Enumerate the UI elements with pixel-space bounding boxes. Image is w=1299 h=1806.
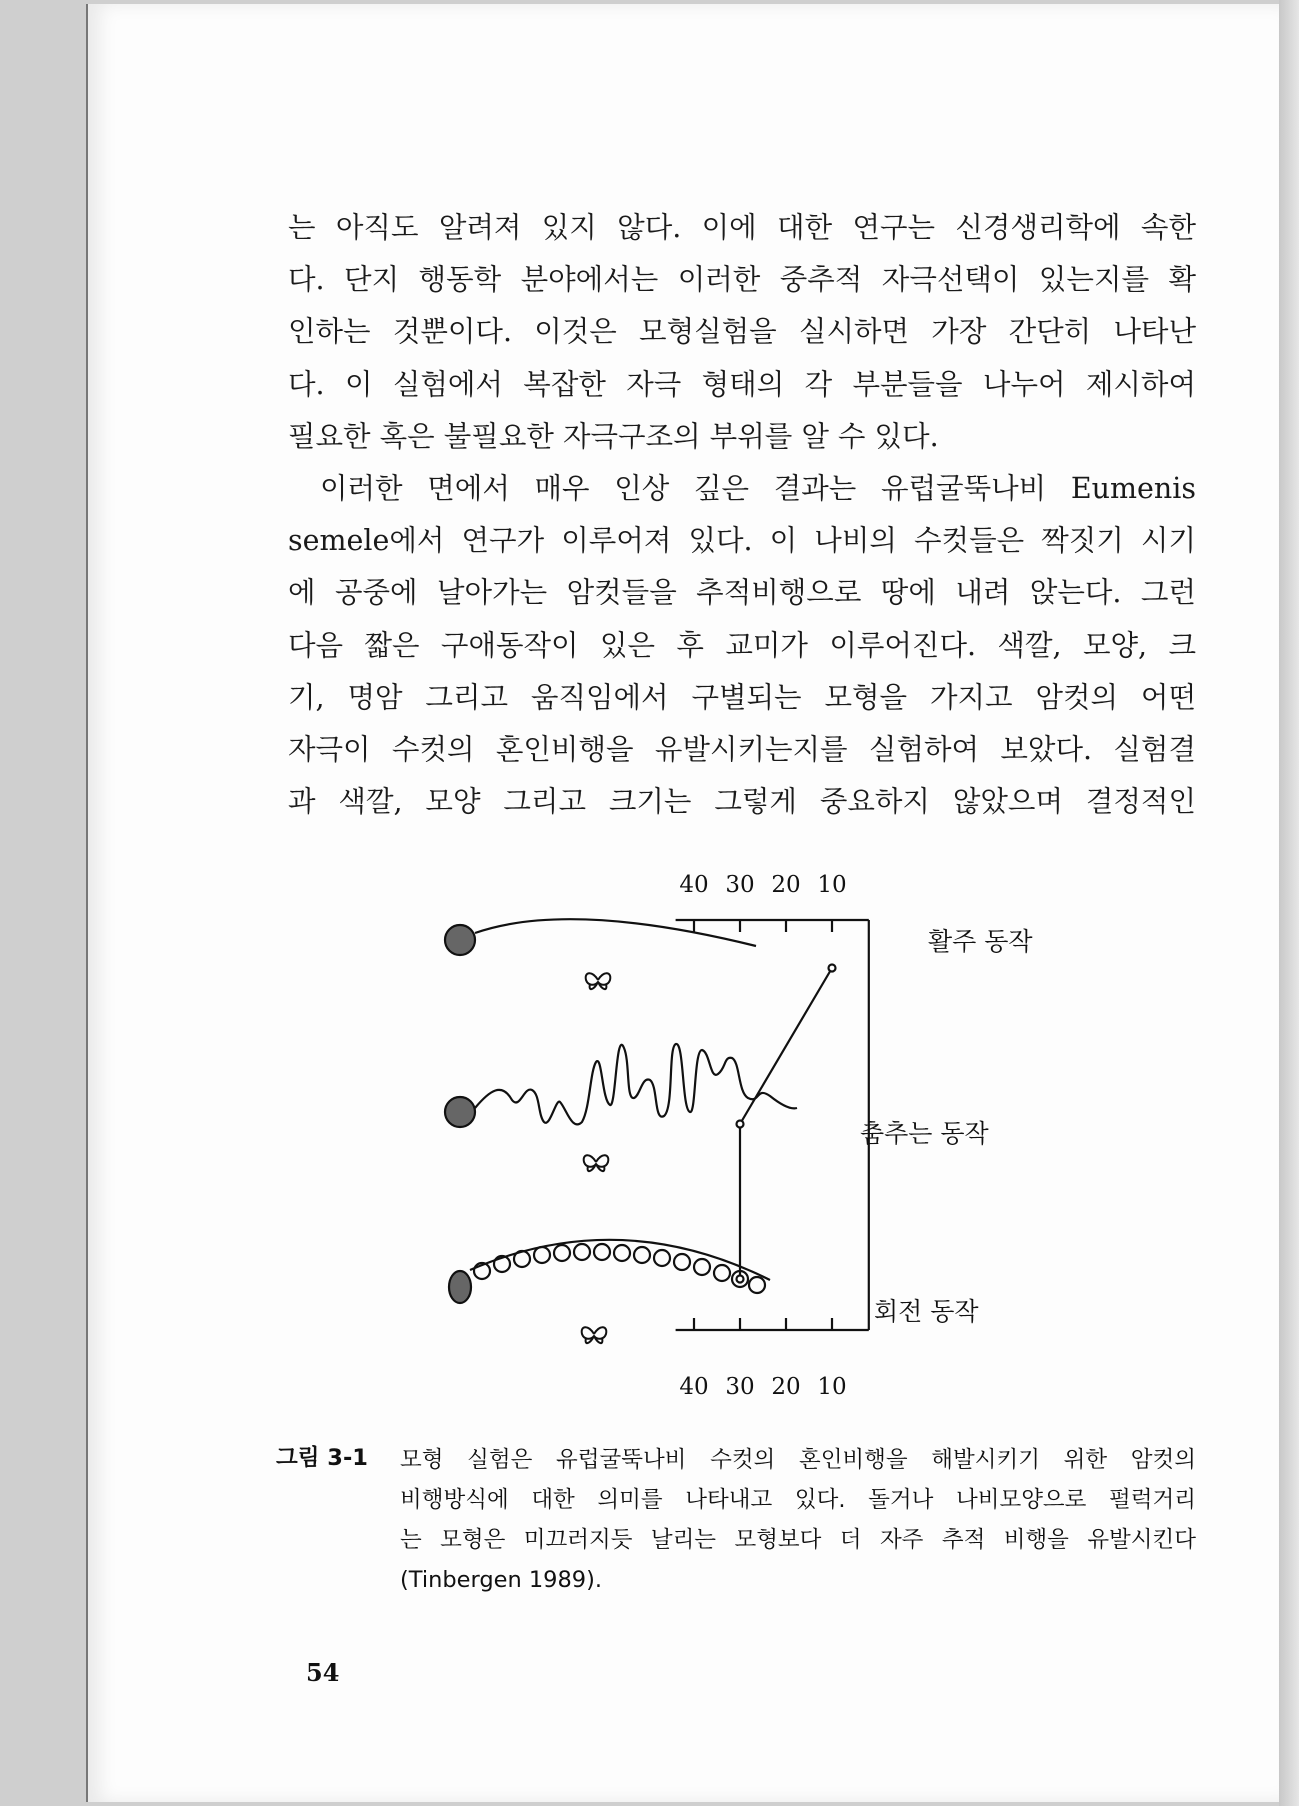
text-line: 다. 이 실험에서 복잡한 자극 형태의 각 부분들을 나누어 제시하여: [288, 367, 1196, 401]
flight-path-gliding: [475, 919, 756, 946]
top-tick-label: 10: [817, 872, 847, 898]
caption-line: 는 모형은 미끄러지듯 날리는 모형보다 더 자주 추적 비행을 유발시킨다: [400, 1527, 1196, 1553]
text-line: 자극이 수컷의 혼인비행을 유발시키는지를 실험하여 보았다. 실험결: [288, 732, 1196, 766]
label-rotating: 회전 동작: [874, 1297, 979, 1326]
flight-path-rotating: [470, 1240, 770, 1293]
butterfly-icon: [584, 1155, 609, 1171]
label-dancing: 춤추는 동작: [860, 1119, 989, 1148]
body-paragraph-2: [288, 463, 1196, 828]
body-paragraph-1: [288, 202, 1196, 463]
bottom-tick-label: 10: [817, 1374, 847, 1400]
model-disc-rotating: [449, 1271, 471, 1303]
text-line: 필요한 혹은 불필요한 자극구조의 부위를 알 수 있다.: [288, 419, 939, 453]
butterfly-icon: [582, 1327, 607, 1343]
text-line: 는 아직도 알려져 있지 않다. 이에 대한 연구는 신경생리학에 속한: [288, 211, 1196, 244]
caption-text: [400, 1440, 1196, 1600]
bottom-tick-label: 30: [725, 1374, 755, 1400]
page-edge: [1279, 0, 1299, 1806]
label-gliding: 활주 동작: [928, 927, 1033, 956]
bottom-tick-label: 20: [771, 1374, 801, 1400]
text-line: 에 공중에 날아가는 암컷들을 추적비행으로 땅에 내려 앉는다. 그런: [288, 576, 1196, 610]
bottom-tick-label: 40: [679, 1374, 709, 1400]
data-point: [737, 1121, 744, 1128]
model-disc-dancing: [445, 1097, 475, 1127]
response-line: [740, 968, 832, 1279]
response-chart: [676, 920, 869, 1330]
text-line: 인하는 것뿐이다. 이것은 모형실험을 실시하면 가장 간단히 나타난: [288, 315, 1196, 349]
top-tick-label: 20: [771, 872, 801, 898]
caption-line: 모형 실험은 유럽굴뚝나비 수컷의 혼인비행을 해발시키기 위한 암컷의: [400, 1447, 1196, 1473]
page-number: 54: [306, 1658, 340, 1687]
text-line: 이러한 면에서 매우 인상 깊은 결과는 유럽굴뚝나비 Eumenis: [320, 472, 1196, 505]
caption-label: 그림 3-1: [276, 1445, 368, 1471]
butterfly-icon: [586, 973, 611, 989]
caption-line: (Tinbergen 1989).: [400, 1567, 603, 1593]
text-line: 과 색깔, 모양 그리고 크기는 그렇게 중요하지 않았으며 결정적인: [288, 785, 1196, 819]
text-line: 다. 단지 행동학 분야에서는 이러한 중추적 자극선택이 있는지를 확: [288, 263, 1196, 297]
data-point: [829, 965, 836, 972]
data-point: [737, 1276, 744, 1283]
top-tick-label: 30: [725, 872, 755, 898]
text-line: semele에서 연구가 이루어져 있다. 이 나비의 수컷들은 짝짓기 시기: [288, 524, 1196, 558]
text-line: 다음 짧은 구애동작이 있은 후 교미가 이루어진다. 색깔, 모양, 크: [288, 628, 1196, 662]
text-line: 기, 명암 그리고 움직임에서 구별되는 모형을 가지고 암컷의 어떤: [288, 680, 1196, 714]
figure-3-1: [420, 860, 1070, 1400]
caption-line: 비행방식에 대한 의미를 나타내고 있다. 돌거나 나비모양으로 펄럭거리: [400, 1487, 1196, 1513]
flight-path-dancing: [475, 1044, 797, 1124]
top-tick-label: 40: [679, 872, 709, 898]
model-disc-gliding: [445, 925, 475, 955]
